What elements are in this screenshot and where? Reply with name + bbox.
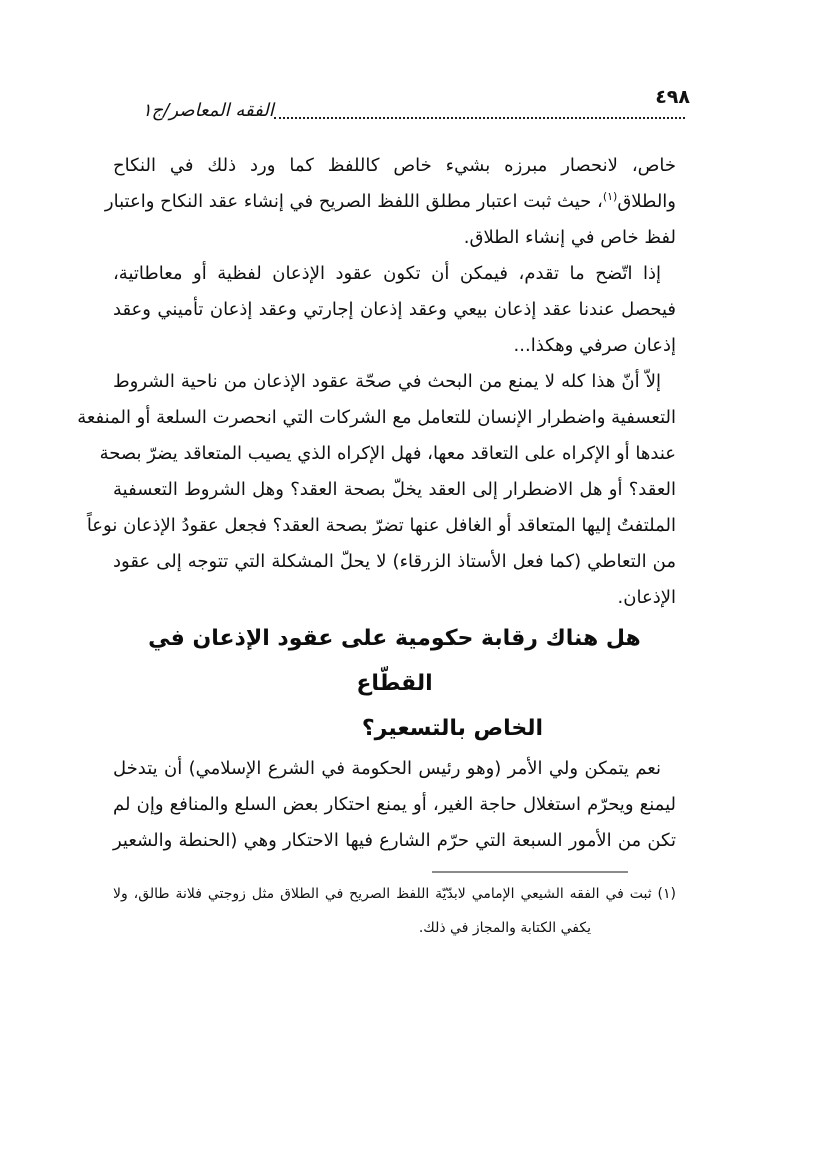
section-heading-line: هل هناك رقابة حكومية على عقود الإذعان في القطّاع <box>148 626 641 696</box>
footnote-reference: (١) <box>602 190 618 203</box>
text-line: العقد؟ أو هل الاضطرار إلى العقد يخلّ بصحة العقد؟ وهل الشروط التعسفية <box>113 479 676 500</box>
text-line: لفظ خاص في إنشاء الطلاق. <box>463 227 676 248</box>
footnote-line: (١) ثبت في الفقه الشيعي الإمامي لابدّيّة اللفظ الصريح في الطلاق مثل زوجتي فلانة طالق، ولا <box>113 886 676 902</box>
section-heading <box>113 616 676 751</box>
text-line: نعم يتمكن ولي الأمر (وهو رئيس الحكومة في الشرع الإسلامي) أن يتدخل <box>113 758 661 779</box>
paragraph-4 <box>113 751 676 859</box>
section-heading-line: الخاص بالتسعير؟ <box>361 716 544 741</box>
text-line: إذعان صرفي وهكذا... <box>513 335 676 356</box>
running-header <box>142 98 685 124</box>
footnote-separator <box>432 871 628 873</box>
footnote-line: يكفي الكتابة والمجاز في ذلك. <box>418 920 591 936</box>
text-line: فيحصل عندنا عقد إذعان بيعي وعقد إذعان إجارتي وعقد إذعان تأميني وعقد <box>113 299 676 320</box>
text-line <box>104 184 676 220</box>
text-line: تكن من الأمور السبعة التي حرّم الشارع فيها الاحتكار وهي (الحنطة والشعير <box>113 830 676 851</box>
paragraph-3 <box>77 364 676 616</box>
text-line: خاص، لانحصار مبرزه بشيء خاص كاللفظ كما ورد ذلك في النكاح <box>113 155 676 176</box>
text-line: ليمنع ويحرّم استغلال حاجة الغير، أو يمنع احتكار بعض السلع والمنافع وإن لم <box>113 794 676 815</box>
page-number: ٤٩٨ <box>655 86 690 108</box>
page-content <box>77 148 676 945</box>
text-line: الإذعان. <box>617 587 676 608</box>
footnote <box>113 877 676 945</box>
running-title: الفقه المعاصر/ج١ <box>142 100 274 121</box>
text-line: إلاّ أنّ هذا كله لا يمنع من البحث في صحّة عقود الإذعان من ناحية الشروط <box>113 371 661 392</box>
text-line: عندها أو الإكراه على التعاقد معها، فهل الإكراه الذي يصيب المتعاقد يضرّ بصحة <box>99 443 676 464</box>
text-segment: ، حيث ثبت اعتبار مطلق اللفظ الصريح في إنشاء عقد النكاح واعتبار <box>104 191 603 212</box>
text-line: إذا اتّضح ما تقدم، فيمكن أن تكون عقود الإذعان لفظية أو معاطاتية، <box>113 263 661 284</box>
text-line: الملتفتُ إليها المتعاقد أو الغافل عنها تضرّ بصحة العقد؟ فجعل عقودُ الإذعان نوعاً <box>86 515 676 536</box>
paragraph-2 <box>113 256 676 364</box>
text-line: من التعاطي (كما فعل الأستاذ الزرقاء) لا يحلّ المشكلة التي تتوجه إلى عقود <box>113 551 676 572</box>
text-segment: والطلاق <box>617 191 676 212</box>
dotted-leader <box>274 117 685 119</box>
paragraph-1 <box>104 148 676 256</box>
text-line: التعسفية واضطرار الإنسان للتعامل مع الشركات التي انحصرت السلعة أو المنفعة <box>77 407 676 428</box>
